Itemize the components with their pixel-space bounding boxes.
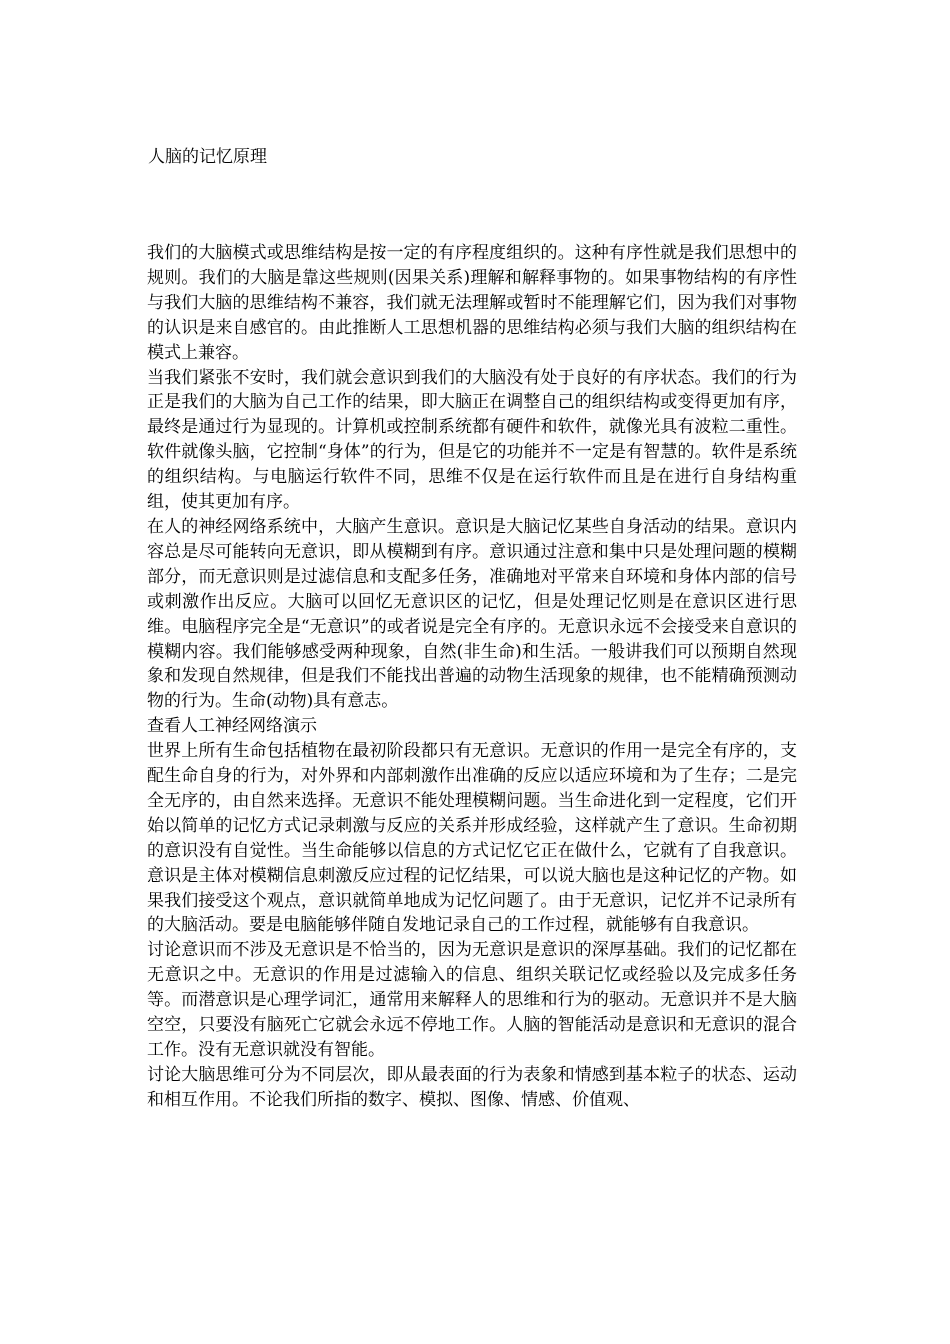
demo-link-text: 查看人工神经网络演示 <box>147 716 317 737</box>
paragraph-3: 在人的神经网络系统中，大脑产生意识。意识是大脑记忆某些自身活动的结果。意识内容总是尽可能转向无意识，即从模糊到有序。意识通过注意和集中只是处理问题的模糊部分，而无意识则是过滤信息和支配多任务，准确地对平常来自环境和身体内部的信号或刺激作出反应。大脑可以回忆无意识区的记忆，但是处理记忆则是在意识区进行思维。电脑程序完全是“无意识”的或者说是完全有序的。无意识永远不会接受来自意识的模糊内容。我们能够感受两种现象，自然(非生命)和生活。一般讲我们可以预期自然现象和发现自然规律，但是我们不能找出普遍的动物生活现象的规律，也不能精确预测动物的行为。生命(动物)具有意志。 <box>147 516 797 712</box>
paragraph-2: 当我们紧张不安时，我们就会意识到我们的大脑没有处于良好的有序状态。我们的行为正是我们的大脑为自己工作的结果，即大脑正在调整自己的组织结构或变得更加有序，最终是通过行为显现的。计算机或控制系统都有硬件和软件，就像光具有波粒二重性。软件就像头脑，它控制“身体”的行为，但是它的功能并不一定是有智慧的。软件是系统的组织结构。与电脑运行软件不同，思维不仅是在运行软件而且是在进行自身结构重组，使其更加有序。 <box>147 367 797 513</box>
paragraph-1: 我们的大脑模式或思维结构是按一定的有序程度组织的。这种有序性就是我们思想中的规则。我们的大脑是靠这些规则(因果关系)理解和解释事物的。如果事物结构的有序性与我们大脑的思维结构不兼容，我们就无法理解或暂时不能理解它们，因为我们对事物的认识是来自感官的。由此推断人工思想机器的思维结构必须与我们大脑的组织结构在模式上兼容。 <box>147 243 797 363</box>
paragraph-6: 讨论大脑思维可分为不同层次，即从最表面的行为表象和情感到基本粒子的状态、运动和相互作用。不论我们所指的数字、模拟、图像、情感、价值观、 <box>147 1064 797 1110</box>
paragraph-4: 世界上所有生命包括植物在最初阶段都只有无意识。无意识的作用一是完全有序的，支配生命自身的行为，对外界和内部刺激作出准确的反应以适应环境和为了生存；二是完全无序的，由自然来选择。无意识不能处理模糊问题。当生命进化到一定程度，它们开始以简单的记忆方式记录刺激与反应的关系并形成经验，这样就产生了意识。生命初期的意识没有自觉性。当生命能够以信息的方式记忆它正在做什么，它就有了自我意识。意识是主体对模糊信息刺激反应过程的记忆结果，可以说大脑也是这种记忆的产物。如果我们接受这个观点，意识就简单地成为记忆问题了。由于无意识，记忆并不记录所有的大脑活动。要是电脑能够伴随自发地记录自己的工作过程，就能够有自我意识。 <box>147 741 797 936</box>
paragraph-5: 讨论意识而不涉及无意识是不恰当的，因为无意识是意识的深厚基础。我们的记忆都在无意识之中。无意识的作用是过滤输入的信息、组织关联记忆或经验以及完成多任务等。而潜意识是心理学词汇，通常用来解释人的思维和行为的驱动。无意识并不是大脑空空，只要没有脑死亡它就会永远不停地工作。人脑的智能活动是意识和无意识的混合工作。没有无意识就没有智能。 <box>147 940 797 1060</box>
document-body <box>147 241 797 1113</box>
page-title: 人脑的记忆原理 <box>148 147 267 167</box>
